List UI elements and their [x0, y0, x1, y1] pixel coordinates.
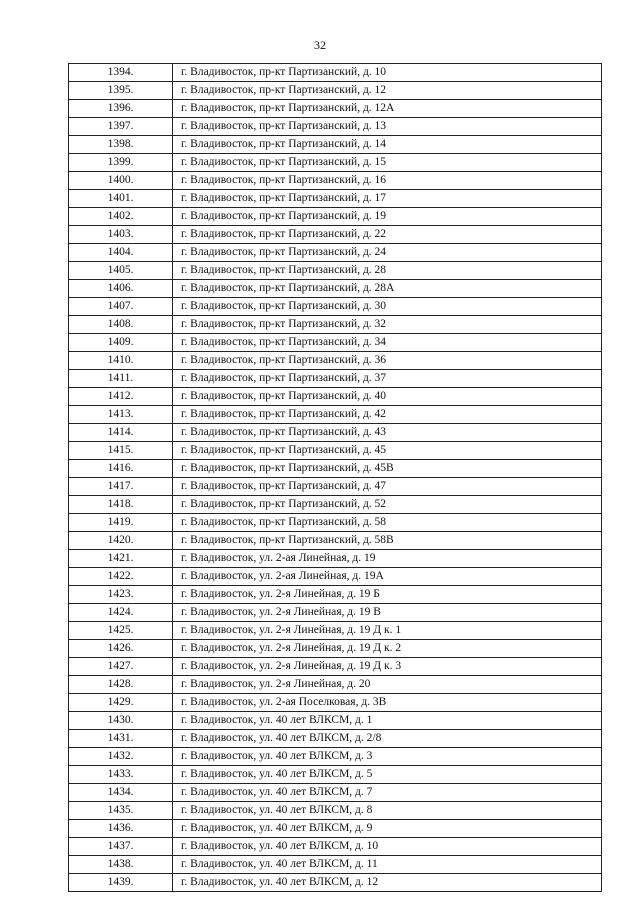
table-row	[69, 460, 602, 478]
table-row	[69, 874, 602, 892]
row-number: 1422.	[69, 568, 173, 586]
table-row	[69, 604, 602, 622]
row-number: 1439.	[69, 874, 173, 892]
row-number: 1430.	[69, 712, 173, 730]
table-row	[69, 226, 602, 244]
row-address: г. Владивосток, ул. 2-я Линейная, д. 19 В	[173, 604, 602, 622]
table-row	[69, 208, 602, 226]
table-row	[69, 316, 602, 334]
row-address: г. Владивосток, пр-кт Партизанский, д. 12	[173, 82, 602, 100]
table-row	[69, 172, 602, 190]
address-table-body	[69, 64, 602, 892]
row-number: 1410.	[69, 352, 173, 370]
table-row	[69, 550, 602, 568]
row-address: г. Владивосток, пр-кт Партизанский, д. 30	[173, 298, 602, 316]
row-number: 1397.	[69, 118, 173, 136]
table-row	[69, 658, 602, 676]
row-number: 1405.	[69, 262, 173, 280]
row-address: г. Владивосток, ул. 2-я Линейная, д. 19 Д к. 3	[173, 658, 602, 676]
row-address: г. Владивосток, пр-кт Партизанский, д. 37	[173, 370, 602, 388]
row-number: 1432.	[69, 748, 173, 766]
row-address: г. Владивосток, пр-кт Партизанский, д. 17	[173, 190, 602, 208]
row-number: 1399.	[69, 154, 173, 172]
row-address: г. Владивосток, ул. 2-ая Поселковая, д. 3В	[173, 694, 602, 712]
row-address: г. Владивосток, пр-кт Партизанский, д. 43	[173, 424, 602, 442]
row-number: 1420.	[69, 532, 173, 550]
table-row	[69, 586, 602, 604]
row-number: 1415.	[69, 442, 173, 460]
row-number: 1437.	[69, 838, 173, 856]
table-row	[69, 676, 602, 694]
table-row	[69, 136, 602, 154]
row-address: г. Владивосток, пр-кт Партизанский, д. 52	[173, 496, 602, 514]
row-number: 1416.	[69, 460, 173, 478]
table-row	[69, 478, 602, 496]
table-row	[69, 856, 602, 874]
row-number: 1417.	[69, 478, 173, 496]
row-address: г. Владивосток, пр-кт Партизанский, д. 24	[173, 244, 602, 262]
table-row	[69, 82, 602, 100]
row-address: г. Владивосток, пр-кт Партизанский, д. 13	[173, 118, 602, 136]
row-address: г. Владивосток, пр-кт Партизанский, д. 58В	[173, 532, 602, 550]
table-row	[69, 712, 602, 730]
table-row	[69, 154, 602, 172]
table-row	[69, 766, 602, 784]
row-number: 1401.	[69, 190, 173, 208]
table-row	[69, 100, 602, 118]
table-row	[69, 352, 602, 370]
row-number: 1394.	[69, 64, 173, 82]
row-address: г. Владивосток, пр-кт Партизанский, д. 47	[173, 478, 602, 496]
table-row	[69, 118, 602, 136]
row-number: 1406.	[69, 280, 173, 298]
table-row	[69, 532, 602, 550]
row-number: 1407.	[69, 298, 173, 316]
row-address: г. Владивосток, пр-кт Партизанский, д. 10	[173, 64, 602, 82]
table-row	[69, 280, 602, 298]
row-number: 1398.	[69, 136, 173, 154]
row-address: г. Владивосток, ул. 2-я Линейная, д. 19 Д к. 2	[173, 640, 602, 658]
row-number: 1411.	[69, 370, 173, 388]
row-address: г. Владивосток, пр-кт Партизанский, д. 42	[173, 406, 602, 424]
row-address: г. Владивосток, пр-кт Партизанский, д. 28А	[173, 280, 602, 298]
row-number: 1426.	[69, 640, 173, 658]
row-address: г. Владивосток, ул. 2-я Линейная, д. 19 Б	[173, 586, 602, 604]
table-row	[69, 820, 602, 838]
row-number: 1433.	[69, 766, 173, 784]
row-address: г. Владивосток, ул. 2-я Линейная, д. 20	[173, 676, 602, 694]
row-number: 1409.	[69, 334, 173, 352]
row-number: 1412.	[69, 388, 173, 406]
row-number: 1438.	[69, 856, 173, 874]
table-row	[69, 442, 602, 460]
row-address: г. Владивосток, ул. 2-ая Линейная, д. 19А	[173, 568, 602, 586]
table-row	[69, 406, 602, 424]
row-address: г. Владивосток, пр-кт Партизанский, д. 19	[173, 208, 602, 226]
row-number: 1403.	[69, 226, 173, 244]
table-row	[69, 694, 602, 712]
row-address: г. Владивосток, пр-кт Партизанский, д. 36	[173, 352, 602, 370]
table-row	[69, 568, 602, 586]
row-number: 1435.	[69, 802, 173, 820]
table-row	[69, 730, 602, 748]
row-number: 1421.	[69, 550, 173, 568]
row-address: г. Владивосток, пр-кт Партизанский, д. 12А	[173, 100, 602, 118]
row-number: 1418.	[69, 496, 173, 514]
row-number: 1429.	[69, 694, 173, 712]
row-number: 1436.	[69, 820, 173, 838]
row-number: 1395.	[69, 82, 173, 100]
row-number: 1431.	[69, 730, 173, 748]
row-address: г. Владивосток, пр-кт Партизанский, д. 22	[173, 226, 602, 244]
table-row	[69, 514, 602, 532]
row-address: г. Владивосток, пр-кт Партизанский, д. 45	[173, 442, 602, 460]
row-address: г. Владивосток, ул. 2-ая Линейная, д. 19	[173, 550, 602, 568]
row-number: 1404.	[69, 244, 173, 262]
table-row	[69, 838, 602, 856]
row-number: 1424.	[69, 604, 173, 622]
row-number: 1423.	[69, 586, 173, 604]
row-address: г. Владивосток, пр-кт Партизанский, д. 16	[173, 172, 602, 190]
table-row	[69, 748, 602, 766]
row-number: 1419.	[69, 514, 173, 532]
row-number: 1427.	[69, 658, 173, 676]
table-row	[69, 802, 602, 820]
row-address: г. Владивосток, ул. 40 лет ВЛКСМ, д. 7	[173, 784, 602, 802]
table-row	[69, 298, 602, 316]
table-row	[69, 262, 602, 280]
row-number: 1414.	[69, 424, 173, 442]
row-address: г. Владивосток, пр-кт Партизанский, д. 32	[173, 316, 602, 334]
row-address: г. Владивосток, ул. 40 лет ВЛКСМ, д. 10	[173, 838, 602, 856]
row-number: 1413.	[69, 406, 173, 424]
table-row	[69, 784, 602, 802]
address-table	[68, 63, 602, 892]
row-number: 1425.	[69, 622, 173, 640]
table-row	[69, 424, 602, 442]
row-address: г. Владивосток, ул. 40 лет ВЛКСМ, д. 3	[173, 748, 602, 766]
row-address: г. Владивосток, ул. 40 лет ВЛКСМ, д. 8	[173, 802, 602, 820]
table-row	[69, 388, 602, 406]
table-row	[69, 622, 602, 640]
row-address: г. Владивосток, ул. 40 лет ВЛКСМ, д. 2/8	[173, 730, 602, 748]
row-address: г. Владивосток, пр-кт Партизанский, д. 14	[173, 136, 602, 154]
table-row	[69, 640, 602, 658]
row-address: г. Владивосток, пр-кт Партизанский, д. 40	[173, 388, 602, 406]
table-row	[69, 244, 602, 262]
page-number: 32	[314, 38, 326, 52]
row-address: г. Владивосток, пр-кт Партизанский, д. 15	[173, 154, 602, 172]
row-address: г. Владивосток, ул. 40 лет ВЛКСМ, д. 11	[173, 856, 602, 874]
row-address: г. Владивосток, ул. 40 лет ВЛКСМ, д. 1	[173, 712, 602, 730]
row-number: 1400.	[69, 172, 173, 190]
table-row	[69, 496, 602, 514]
row-address: г. Владивосток, пр-кт Партизанский, д. 28	[173, 262, 602, 280]
row-number: 1434.	[69, 784, 173, 802]
row-address: г. Владивосток, пр-кт Партизанский, д. 34	[173, 334, 602, 352]
row-address: г. Владивосток, ул. 40 лет ВЛКСМ, д. 9	[173, 820, 602, 838]
table-row	[69, 190, 602, 208]
table-row	[69, 334, 602, 352]
row-address: г. Владивосток, ул. 2-я Линейная, д. 19 Д к. 1	[173, 622, 602, 640]
row-number: 1408.	[69, 316, 173, 334]
row-number: 1402.	[69, 208, 173, 226]
table-row	[69, 370, 602, 388]
row-address: г. Владивосток, пр-кт Партизанский, д. 45В	[173, 460, 602, 478]
row-address: г. Владивосток, пр-кт Партизанский, д. 58	[173, 514, 602, 532]
row-address: г. Владивосток, ул. 40 лет ВЛКСМ, д. 12	[173, 874, 602, 892]
row-number: 1396.	[69, 100, 173, 118]
row-number: 1428.	[69, 676, 173, 694]
table-row	[69, 64, 602, 82]
row-address: г. Владивосток, ул. 40 лет ВЛКСМ, д. 5	[173, 766, 602, 784]
